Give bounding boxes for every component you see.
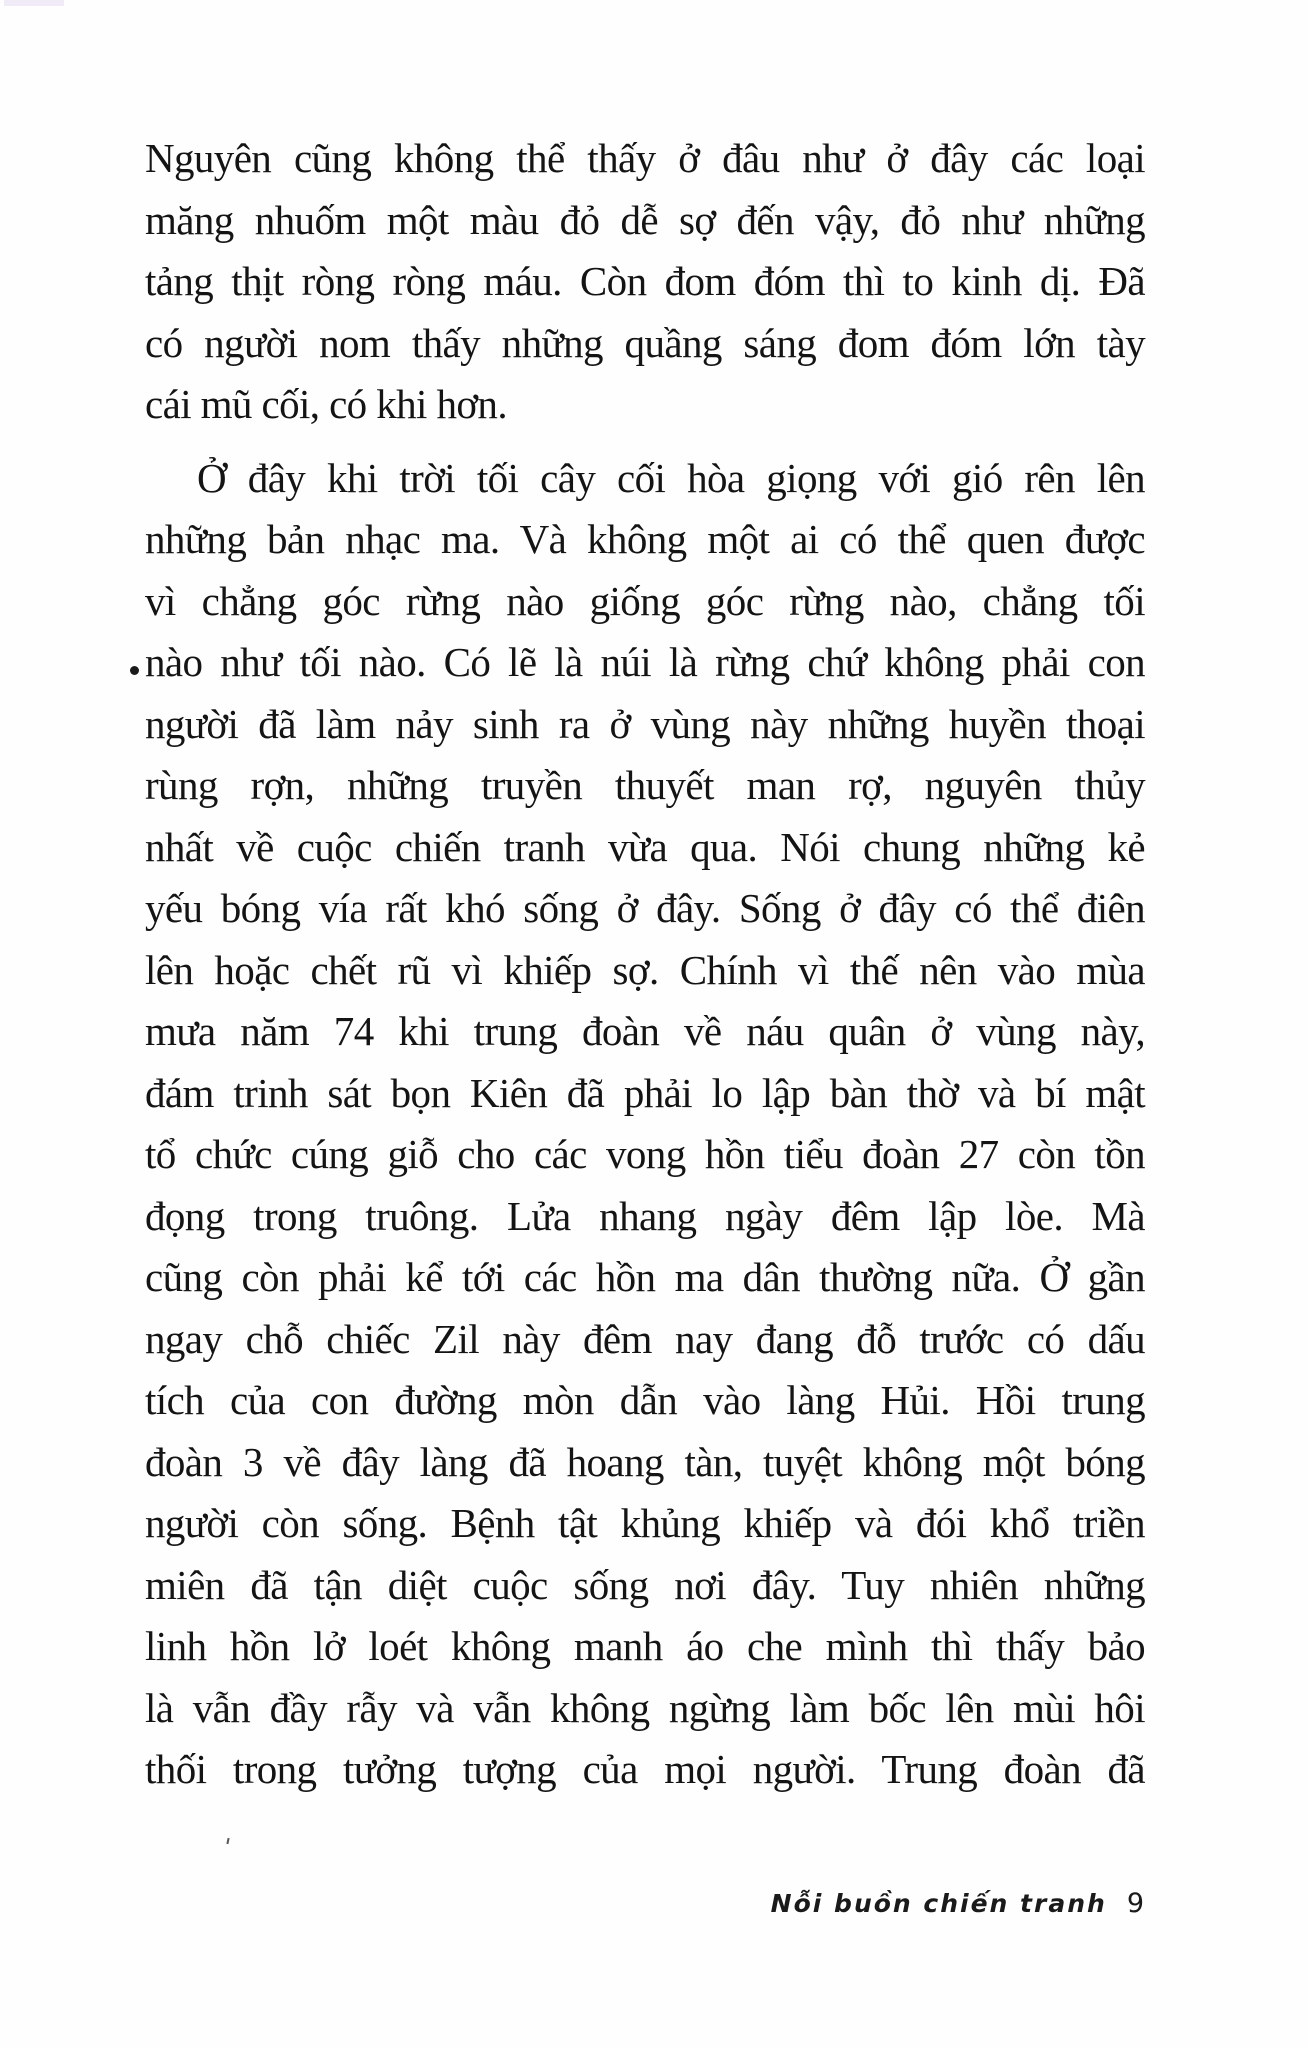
text-line: có người nom thấy những quầng sáng đom đóm lớn tày <box>145 319 1145 366</box>
text-line: mưa năm 74 khi trung đoàn về náu quân ở vùng này, <box>145 1008 1145 1054</box>
text-line: đọng trong truông. Lửa nhang ngày đêm lập lòe. Mà <box>145 1192 1145 1239</box>
scan-speck <box>226 1838 229 1844</box>
paragraph-2 <box>145 448 1145 1801</box>
text-line: đoàn 3 về đây làng đã hoang tàn, tuyệt không một bóng <box>145 1438 1145 1485</box>
text-line: ngay chỗ chiếc Zil này đêm nay đang đỗ trước có dấu <box>145 1315 1145 1362</box>
page-number: 9 <box>1126 1888 1146 1919</box>
text-line: người đã làm nảy sinh ra ở vùng này những huyền thoại <box>145 700 1145 747</box>
paragraph-spacer <box>145 436 1145 448</box>
text-line: tích của con đường mòn dẫn vào làng Hủi. Hồi trung <box>145 1377 1145 1423</box>
margin-dot-mark <box>130 666 139 675</box>
paragraph-1 <box>145 128 1145 436</box>
text-line: thối trong tưởng tượng của mọi người. Trung đoàn đã <box>145 1746 1145 1792</box>
page-body <box>145 128 1145 1801</box>
text-line: miên đã tận diệt cuộc sống nơi đây. Tuy nhiên những <box>145 1561 1145 1608</box>
text-line: nào như tối nào. Có lẽ là núi là rừng chứ không phải con <box>145 639 1145 685</box>
page-footer <box>771 1888 1146 1919</box>
text-line: lên hoặc chết rũ vì khiếp sợ. Chính vì thế nên vào mùa <box>145 946 1145 993</box>
text-line: Nguyên cũng không thể thấy ở đâu như ở đây các loại <box>145 135 1145 181</box>
text-line: măng nhuốm một màu đỏ dễ sợ đến vậy, đỏ như những <box>145 196 1145 243</box>
text-line: vì chẳng góc rừng nào giống góc rừng nào, chẳng tối <box>145 577 1145 624</box>
text-line: nhất về cuộc chiến tranh vừa qua. Nói chung những kẻ <box>145 823 1145 870</box>
text-line: Ở đây khi trời tối cây cối hòa giọng với gió rên lên <box>197 454 1145 501</box>
text-line: yếu bóng vía rất khó sống ở đây. Sống ở đây có thể điên <box>145 885 1145 931</box>
text-line: đám trinh sát bọn Kiên đã phải lo lập bàn thờ và bí mật <box>145 1069 1145 1116</box>
running-title: Nỗi buồn chiến tranh <box>770 1889 1107 1918</box>
text-line: những bản nhạc ma. Và không một ai có thể quen được <box>145 516 1145 562</box>
text-line: linh hồn lở loét không manh áo che mình thì thấy bảo <box>145 1623 1145 1669</box>
text-line: tảng thịt ròng ròng máu. Còn đom đóm thì to kinh dị. Đã <box>145 258 1145 304</box>
text-line: rùng rợn, những truyền thuyết man rợ, nguyên thủy <box>145 762 1145 808</box>
scan-artifact <box>4 0 64 6</box>
text-line: người còn sống. Bệnh tật khủng khiếp và đói khổ triền <box>145 1500 1145 1546</box>
text-line: cái mũ cối, có khi hơn. <box>145 381 507 427</box>
text-line: tổ chức cúng giỗ cho các vong hồn tiểu đoàn 27 còn tồn <box>145 1131 1145 1177</box>
text-line: là vẫn đầy rẫy và vẫn không ngừng làm bốc lên mùi hôi <box>145 1684 1145 1731</box>
text-line: cũng còn phải kể tới các hồn ma dân thường nữa. Ở gần <box>145 1254 1145 1300</box>
